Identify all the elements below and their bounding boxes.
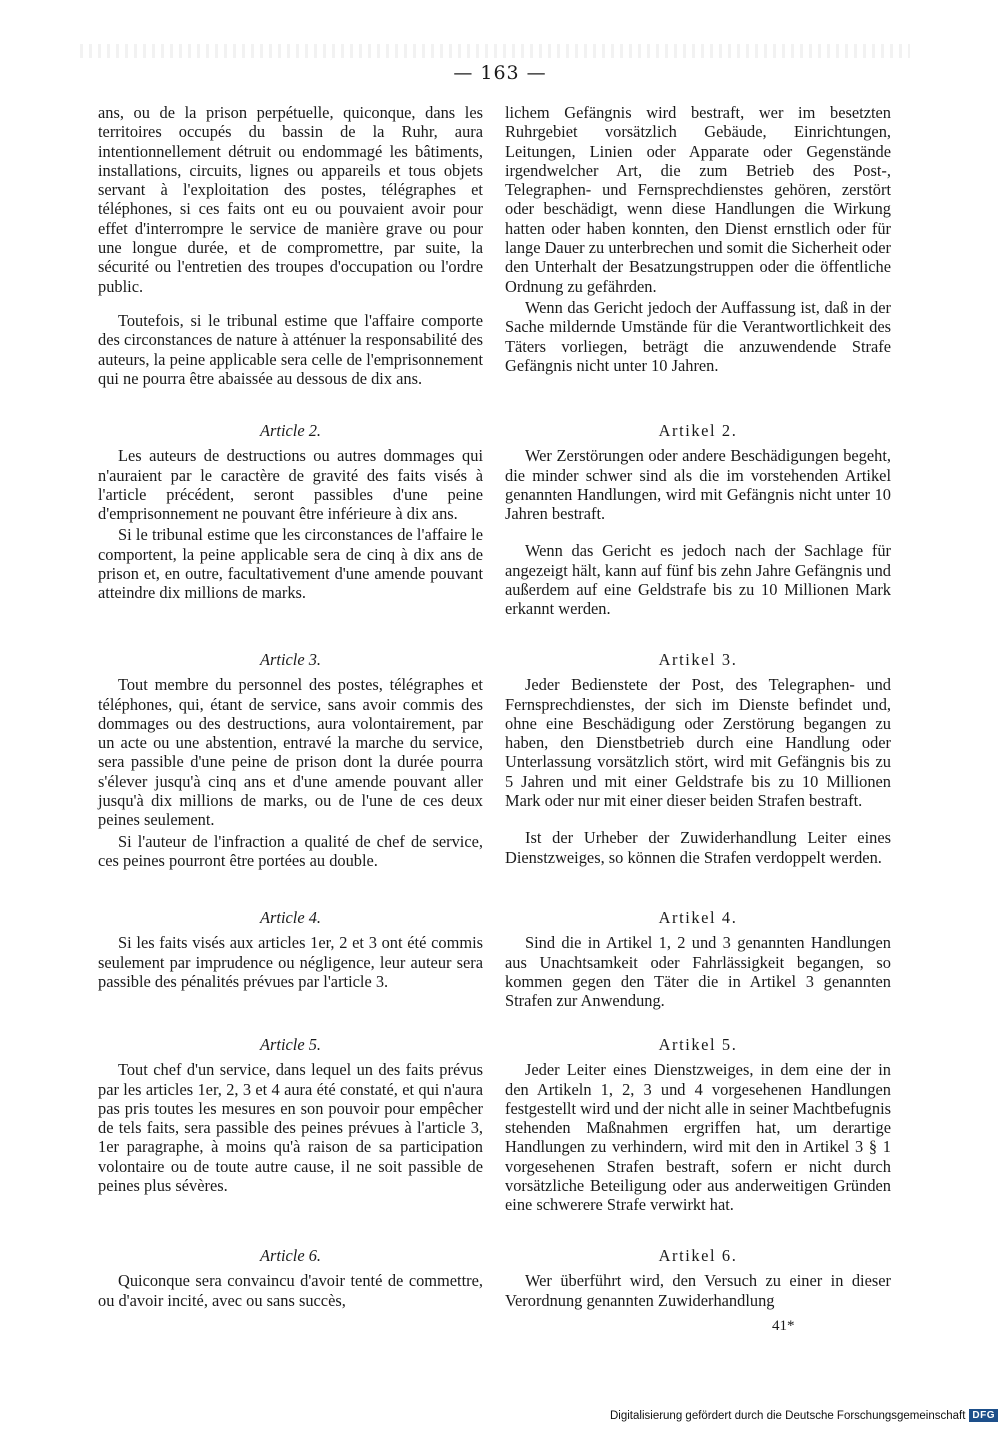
de-article-1-paragraph-2: Wenn das Gericht jedoch der Auffassung ist, daß in der Sache mildernde Umstände für die Verantwortlichkeit des Täters vorliegen, beträgt die anzuwendende Strafe Gefängnis nicht unter 10 Jahren. — [505, 297, 891, 375]
de-article-3-title: Artikel 3. — [658, 650, 738, 669]
fr-article-2-paragraph-1: Les auteurs de destructions ou autres dommages qui n'auraient par le caractère de gravité des faits visés à l'article précédent, seront passibles d'une peine d'emprisonnement ne pouvant être inférieure à dix ans. — [98, 446, 483, 524]
de-article-4-title: Artikel 4. — [658, 908, 738, 927]
fr-article-5-title: Article 5. — [260, 1035, 321, 1054]
fr-article-6-paragraph-1: Quiconque sera convaincu d'avoir tenté de commettre, ou d'avoir incité, avec ou sans succès, — [98, 1271, 483, 1310]
fr-article-1-block — [98, 103, 483, 296]
fr-article-6-block — [98, 1246, 483, 1310]
fr-article-4-paragraph-1: Si les faits visés aux articles 1er, 2 et 3 ont été commis seulement par imprudence ou négligence, leur auteur sera passible des pénalités prévues par l'article 3. — [98, 933, 483, 991]
de-article-4-block — [505, 908, 891, 1010]
de-article-5-paragraph-1: Jeder Leiter eines Dienstzweiges, in dem eine der in den Artikeln 1, 2, 3 und 4 vorgesehenen Handlungen festgestellt wird und der nicht alle in seiner Machtbefugnis stehenden Maßnahmen ergriffen hat, um derartige Handlungen zu verhindern, wird mit den in Artikel 3 § 1 vorgesehenen Strafen bestraft, sofern er nicht durch vorsätzliche Beteiligung oder aus anderweitigen Gründen eine schwerere Strafe verwirkt hat. — [505, 1060, 891, 1215]
fr-article-2-block — [98, 421, 483, 603]
de-article-3-paragraph-1: Jeder Bedienstete der Post, des Telegraphen- und Fernsprechdienstes, der sich im Dienste befindet und, ohne eine Beschädigung oder Zerstörung begangen zu haben, den Dienstbetrieb durch eine Handlung oder Unterlassung vorsätzlich stört, wird mit Gefängnis bis zu 5 Jahren und mit einer Geldstrafe bis zu 10 Millionen Mark oder nur mit einer dieser beiden Strafen bestraft. — [505, 675, 891, 811]
fr-article-4-block — [98, 908, 483, 991]
page-number: — 163 — — [453, 62, 547, 84]
digitization-footer — [610, 1409, 995, 1422]
de-article-2-title: Artikel 2. — [658, 421, 738, 440]
de-article-2-paragraph-2: Wenn das Gericht es jedoch nach der Sachlage für angezeigt hält, kann auf fünf bis zehn Jahre Gefängnis und außerdem auf eine Geldstrafe bis zu 10 Millionen Mark erkannt werden. — [505, 541, 891, 619]
fr-article-3-title: Article 3. — [260, 650, 321, 669]
fr-article-1-paragraph-2: Toutefois, si le tribunal estime que l'affaire comporte des circonstances de nature à atténuer la responsabilité des auteurs, la peine applicable sera celle de l'emprisonnement qui ne pourra être abaissée au dessous de dix ans. — [98, 311, 483, 388]
de-article-2-block — [505, 421, 891, 619]
scan-noise — [80, 44, 910, 58]
signature-mark: 41* — [772, 1318, 795, 1334]
fr-article-1-paragraph-1: ans, ou de la prison perpétuelle, quiconque, dans les territoires occupés du bassin de la Ruhr, aura intentionnellement détruit ou endommagé les bâtiments, installations, circuits, lignes ou appareils et tous objets servant à l'exploitation des postes, télégraphes et téléphones, si ces faits ont eu ou pouvaient avoir pour effet d'interrompre le service de manière grave ou pour une longue durée, et de compromettre, par suite, la sécurité ou l'entretien des troupes d'occupation ou l'ordre public. — [98, 103, 483, 296]
de-article-1-block — [505, 103, 891, 375]
de-article-2-paragraph-1: Wer Zerstörungen oder andere Beschädigungen begeht, die minder schwer sind als die im vorstehenden Artikel genannten Handlungen, wird mit Gefängnis nicht unter 10 Jahren bestraft. — [505, 446, 891, 524]
de-article-6-title: Artikel 6. — [658, 1246, 738, 1265]
fr-article-3-paragraph-1: Tout membre du personnel des postes, télégraphes et téléphones, qui, étant de service, sans avoir commis des dommages ou des destructions, aura volontairement, par un acte ou une abstention, entravé la marche du service, sera passible d'une peine de prison dont la durée pourra s'élever jusqu'à cinq ans et d'une amende pouvant aller jusqu'à dix millions de marks, ou de l'une de ces deux peines seulement. — [98, 675, 483, 830]
fr-article-5-paragraph-1: Tout chef d'un service, dans lequel un des faits prévus par les articles 1er, 2, 3 et 4 aura été constaté, et qui n'aura pas pris toutes les mesures en son pouvoir pour empêcher de tels faits, sera passible des peines prévues à l'article 3, 1er paragraphe, à moins qu'à raison de sa participation volontaire ou de toute autre cause, il ne soit passible de peines plus sévères. — [98, 1060, 483, 1196]
de-article-3-paragraph-2: Ist der Urheber der Zuwiderhandlung Leiter eines Dienstzweiges, so können die Strafen verdoppelt werden. — [505, 828, 891, 867]
de-article-6-block — [505, 1246, 891, 1310]
fr-article-5-block — [98, 1035, 483, 1195]
de-article-3-block — [505, 650, 891, 867]
fr-article-6-title: Article 6. — [260, 1246, 321, 1265]
fr-article-3-block — [98, 650, 483, 870]
fr-article-4-title: Article 4. — [260, 908, 321, 927]
de-article-6-paragraph-1: Wer überführt wird, den Versuch zu einer in dieser Verordnung genannten Zuwiderhandlung — [505, 1271, 891, 1310]
de-article-5-title: Artikel 5. — [658, 1035, 738, 1054]
dfg-logo-icon: DFG — [969, 1409, 998, 1422]
de-article-4-paragraph-1: Sind die in Artikel 1, 2 und 3 genannten Handlungen aus Unachtsamkeit oder Fahrlässigkeit begangen, so kommen gegen den Täter die in Artikel 3 genannten Strafen zur Anwendung. — [505, 933, 891, 1011]
fr-article-2-paragraph-2: Si le tribunal estime que les circonstances de l'affaire le comportent, la peine applicable sera de cinq à dix ans de prison et, en outre, facultativement d'une amende pouvant atteindre dix millions de marks. — [98, 525, 483, 603]
de-article-1-paragraph-1: lichem Gefängnis wird bestraft, wer im besetzten Ruhrgebiet vorsätzlich Gebäude, Einrichtungen, Leitungen, Linien oder Apparate oder Gegenstände irgendwelcher Art, die zum Betrieb des Post-, Telegraphen- und Fernsprechdienstes gehören, zerstört oder beschädigt, wenn diese Handlungen die Wirkung hatten oder haben konnten, den Dienst ernstlich oder für lange Dauer zu unterbrechen und somit die Sicherheit oder den Unterhalt der Besatzungstruppen oder die öffentliche Ordnung zu gefährden. — [505, 103, 891, 296]
de-article-5-block — [505, 1035, 891, 1215]
footer-text: Digitalisierung gefördert durch die Deutsche Forschungsgemeinschaft — [610, 1409, 966, 1422]
fr-article-1-block-2 — [98, 311, 483, 388]
fr-article-3-paragraph-2: Si l'auteur de l'infraction a qualité de chef de service, ces peines pourront être portées au double. — [98, 831, 483, 870]
fr-article-2-title: Article 2. — [260, 421, 321, 440]
